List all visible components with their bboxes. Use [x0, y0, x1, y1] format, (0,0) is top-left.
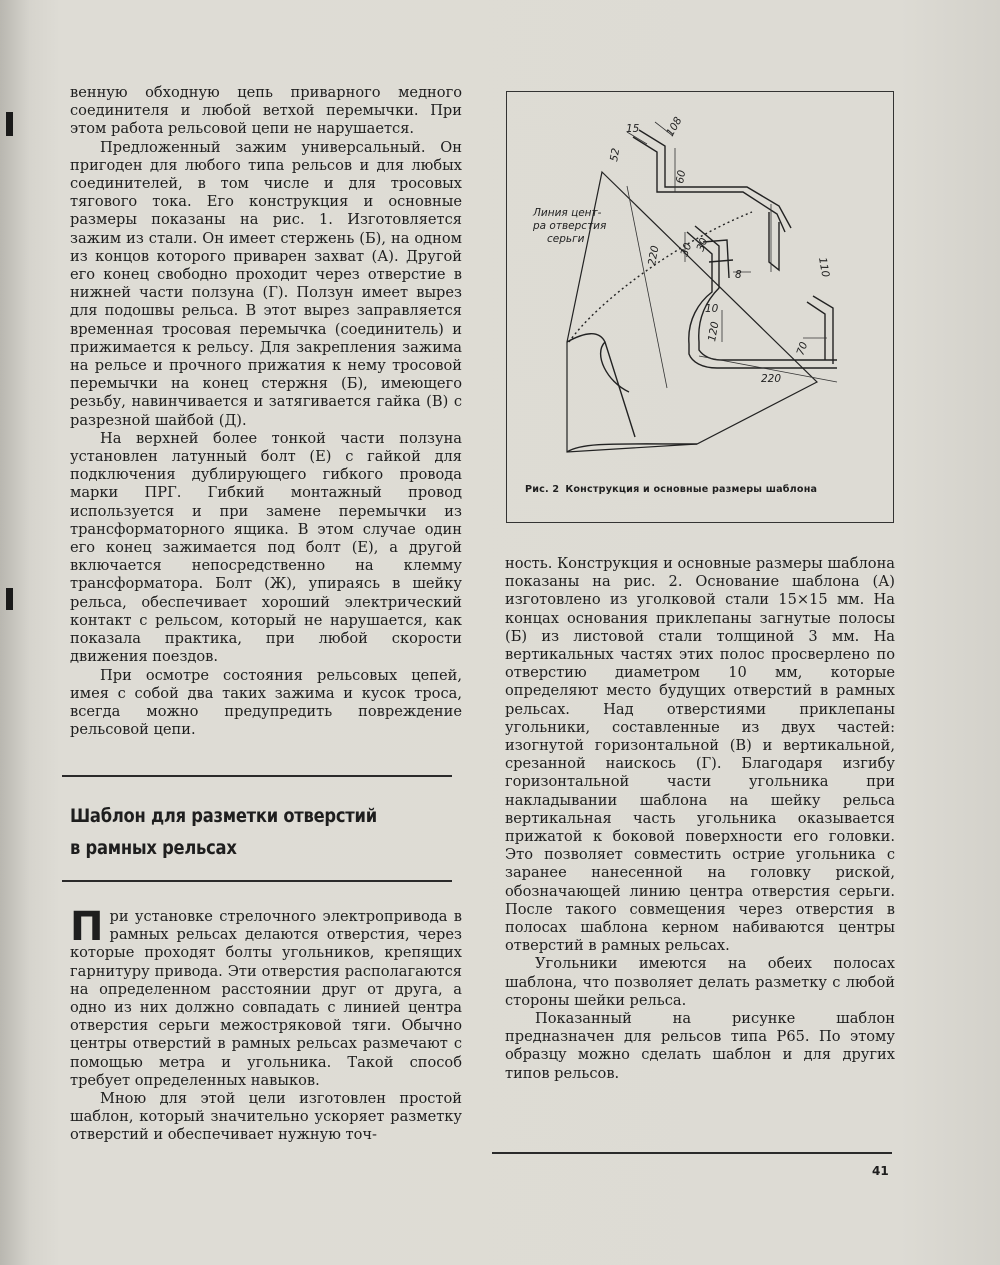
section-paragraph: Мною для этой цели изготовлен простой шаблон, который значительно ускоряет разметку отверстий и обеспечивает нужную точ- — [70, 1090, 462, 1144]
right-paragraph: ность. Конструкция и основные размеры шаблона показаны на рис. 2. Основание шаблона (А) изготовлено из уголковой стали 15×15 мм. На концах основания приклепаны загнутые полосы (Б) из листовой стали толщиной 3 мм. На вертикальных частях этих полос просверлено по отверстию диаметром 10 мм, которые определяют место будущих отверстий в рамных рельсах. Над отверстиями приклепаны угольники, составленные из двух частей: изогнутой горизонтальной (В) и вертикальной, срезанной наискось (Г). Благодаря изгибу горизонтальной части угольника при накладывании шаблона на шейку рельса вертикальная часть угольника оказывается прижатой к боковой поверхности его головки. Это позволяет совместить острие угольника с заранее нанесенной на головку риской, обозначающей линию центра отверстия серьги. После такого совмещения через отверстия в полосах шаблона кернoм набиваются центры отверстий в рамных рельсах. — [505, 555, 895, 955]
annotation-line: ра отверстия — [533, 220, 607, 232]
figure-caption-label: Рис. 2 — [525, 484, 560, 495]
figure-2 — [506, 91, 894, 523]
section-title — [70, 800, 397, 864]
dim-label: 108 — [664, 115, 685, 139]
binding-mark-top — [6, 112, 13, 136]
dim-label: 8 — [735, 269, 742, 281]
left-paragraph: Предложенный зажим универсальный. Он пригоден для любого типа рельсов и для любых соединителей, в том числе и для тросовых тягового тока. Его конструкция и основные размеры показаны на рис. 1. Изготовляется зажим из стали. Он имеет стержень (Б), на одном из концов которого приварен захват (А). Другой его конец свободно проходит через отверстие в нижней части ползуна (Г). Ползун имеет вырез для подошвы рельса. В этот вырез заправляется временная тросовая перемычка (соединитель) и прижимается к рельсу. Для закрепления зажима на рельсе и прочного прижатия к нему тросовой перемычки на конец стержня (Б), имеющего резьбу, навинчивается и затягивается гайка (В) с разрезной шайбой (Д). — [70, 138, 462, 429]
section-bottom-rule — [62, 880, 452, 882]
right-column — [505, 555, 895, 1083]
left-paragraph: венную обходную цепь приварного медного соединителя и любой ветхой перемычки. При этом работа рельсовой цепи не нарушается. — [70, 84, 462, 138]
annotation-line: Линия цент- — [533, 207, 602, 219]
dim-label: 220 — [646, 244, 662, 267]
dim-label: 10 — [705, 303, 719, 315]
left-paragraph: На верхней более тонкой части ползуна установлен латунный болт (Е) с гайкой для подключения дублирующего гибкого провода марки ПРГ. Гибкий монтажный провод используется и при замене перемычки из трансформаторного ящика. В этом случае один его конец зажимается под болт (Е), а другой включается непосредственно на клемму трансформатора. Болт (Ж), упираясь в шейку рельса, обеспечивает хороший электрический контакт с рельсом, который не нарушается, как показала практика, при любой скорости движения поездов. — [70, 429, 462, 666]
section-intro-text: ри установке стрелочного электропривода в рамных рельсах делаются отверстия, через которые проходят болты угольников, крепящих гарнитуру привода. Эти отверстия располагаются на определенном расстоянии друг от друга, а одно из них должно совпадать с линией центра отверстия серьги межостряковой тяги. Обычно центры отверстий в рамных рельсах размечают с помощью метра и угольника. Такой способ требует определенных навыков. — [70, 908, 462, 1089]
right-paragraph: Показанный на рисунке шаблон предназначен для рельсов типа Р65. По этому образцу можно сделать шаблон и для других типов рельсов. — [505, 1010, 895, 1082]
left-column — [70, 84, 462, 739]
dim-label: 52 — [608, 147, 623, 163]
dim-label: 15 — [626, 123, 640, 135]
dim-label: 30 — [678, 241, 695, 259]
footer-rule — [492, 1152, 892, 1154]
dim-label: 220 — [761, 373, 782, 385]
dim-label: 120 — [706, 320, 722, 343]
left-paragraph: При осмотре состояния рельсовых цепей, имея с собой два таких зажима и кусок троса, всегда можно предупредить повреждение рельсовой цепи. — [70, 666, 462, 739]
section-title-line-1: Шаблон для разметки отверстий — [70, 805, 377, 827]
dim-label: 30 — [694, 236, 711, 254]
drop-cap: П — [70, 904, 104, 950]
dim-label: 60 — [674, 169, 689, 185]
template-drawing — [507, 92, 893, 522]
section-top-rule — [62, 775, 452, 777]
annotation-line: серьги — [547, 233, 585, 245]
dim-label: 110 — [816, 256, 832, 279]
section-body — [70, 904, 462, 1145]
figure-caption-text: Конструкция и основные размеры шаблона — [565, 484, 818, 495]
right-paragraph: Угольники имеются на обеих полосах шаблона, что позволяет делать разметку с любой стороны шейки рельса. — [505, 955, 895, 1009]
section-title-line-2: в рамных рельсах — [70, 837, 237, 859]
binding-mark-bottom — [6, 588, 13, 610]
page-number: 41 — [872, 1164, 889, 1178]
dim-label: 70 — [794, 340, 811, 358]
figure-caption — [525, 484, 885, 495]
section-intro — [70, 904, 462, 1090]
